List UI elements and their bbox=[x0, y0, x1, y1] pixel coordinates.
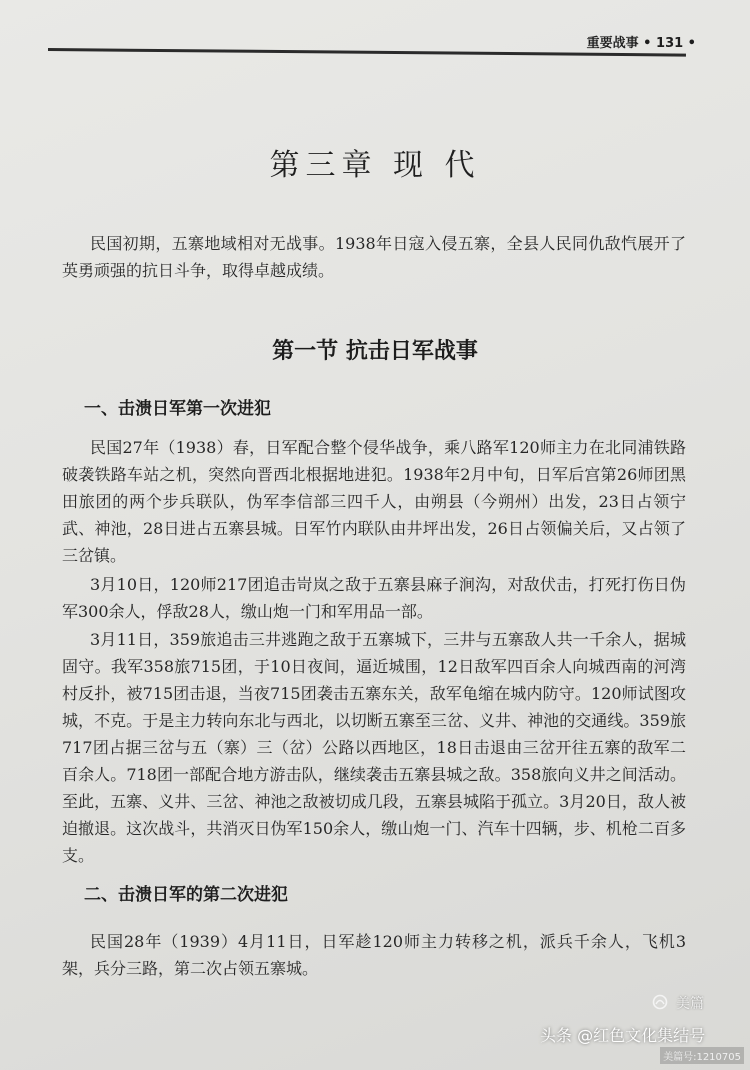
chapter-title: 第三章 现 代 bbox=[269, 148, 481, 183]
paragraph-1: 民国27年（1938）春，日军配合整个侵华战争，乘八路军120师主力在北同浦铁路破袭铁路车站之机，突然向晋西北根据地进犯。1938年2月中旬，日军后宫第26师团黑田旅团的两个步兵联队，伪军李信部三四千人，由朔县（今朔州）出发，23日占领宁武、神池，28日进占五寨县城。日军竹内联队由井坪出发，26日占领偏关后，又占领了三岔镇。 bbox=[62, 438, 686, 565]
subsection-title-2: 二、击溃日军的第二次进犯 bbox=[84, 885, 288, 905]
watermark-account: 头条 @红色文化集结号 bbox=[540, 1026, 706, 1045]
meipian-logo-icon bbox=[652, 994, 668, 1010]
paragraph-2: 3月10日，120师217团追击岢岚之敌于五寨县麻子涧沟，对敌伏击，打死打伤日伪军300余人，俘敌28人，缴山炮一门和军用品一部。 bbox=[62, 575, 686, 621]
paragraph-4: 民国28年（1939）4月11日，日军趁120师主力转移之机，派兵千余人，飞机3架，兵分三路，第二次占领五寨城。 bbox=[62, 932, 686, 978]
watermark-id: 美篇号:1210705 bbox=[660, 1047, 744, 1064]
intro-paragraph: 民国初期，五寨地域相对无战事。1938年日寇入侵五寨，全县人民同仇敌忾展开了英勇顽强的抗日斗争，取得卓越成绩。 bbox=[62, 234, 686, 280]
watermark-brand: 美篇 bbox=[676, 996, 704, 1012]
running-head: 重要战事 • 131 • bbox=[586, 36, 696, 51]
paragraph-3: 3月11日，359旅追击三井逃跑之敌于五寨城下，三井与五寨敌人共一千余人，据城固守。我军358旅715团，于10日夜间，逼近城围，12日敌军四百余人向城西南的河湾村反扑，被715团击退，当夜715团袭击五寨东关，敌军龟缩在城内防守。120师试图攻城，不克。于是主力转向东北与西北，以切断五寨至三岔、义井、神池的交通线。359旅717团占据三岔与五（寨）三（岔）公路以西地区，18日击退由三岔开往五寨的敌军二百余人。718团一部配合地方游击队，继续袭击五寨县城之敌。358旅向义井之间活动。至此，五寨、义井、三岔、神池之敌被切成几段，五寨县城陷于孤立。3月20日，敌人被迫撤退。这次战斗，共消灭日伪军150余人，缴山炮一门、汽车十四辆，步、机枪二百多支。 bbox=[62, 630, 686, 865]
section-title: 第一节 抗击日军战事 bbox=[272, 339, 478, 364]
subsection-title-1: 一、击溃日军第一次进犯 bbox=[84, 399, 271, 419]
